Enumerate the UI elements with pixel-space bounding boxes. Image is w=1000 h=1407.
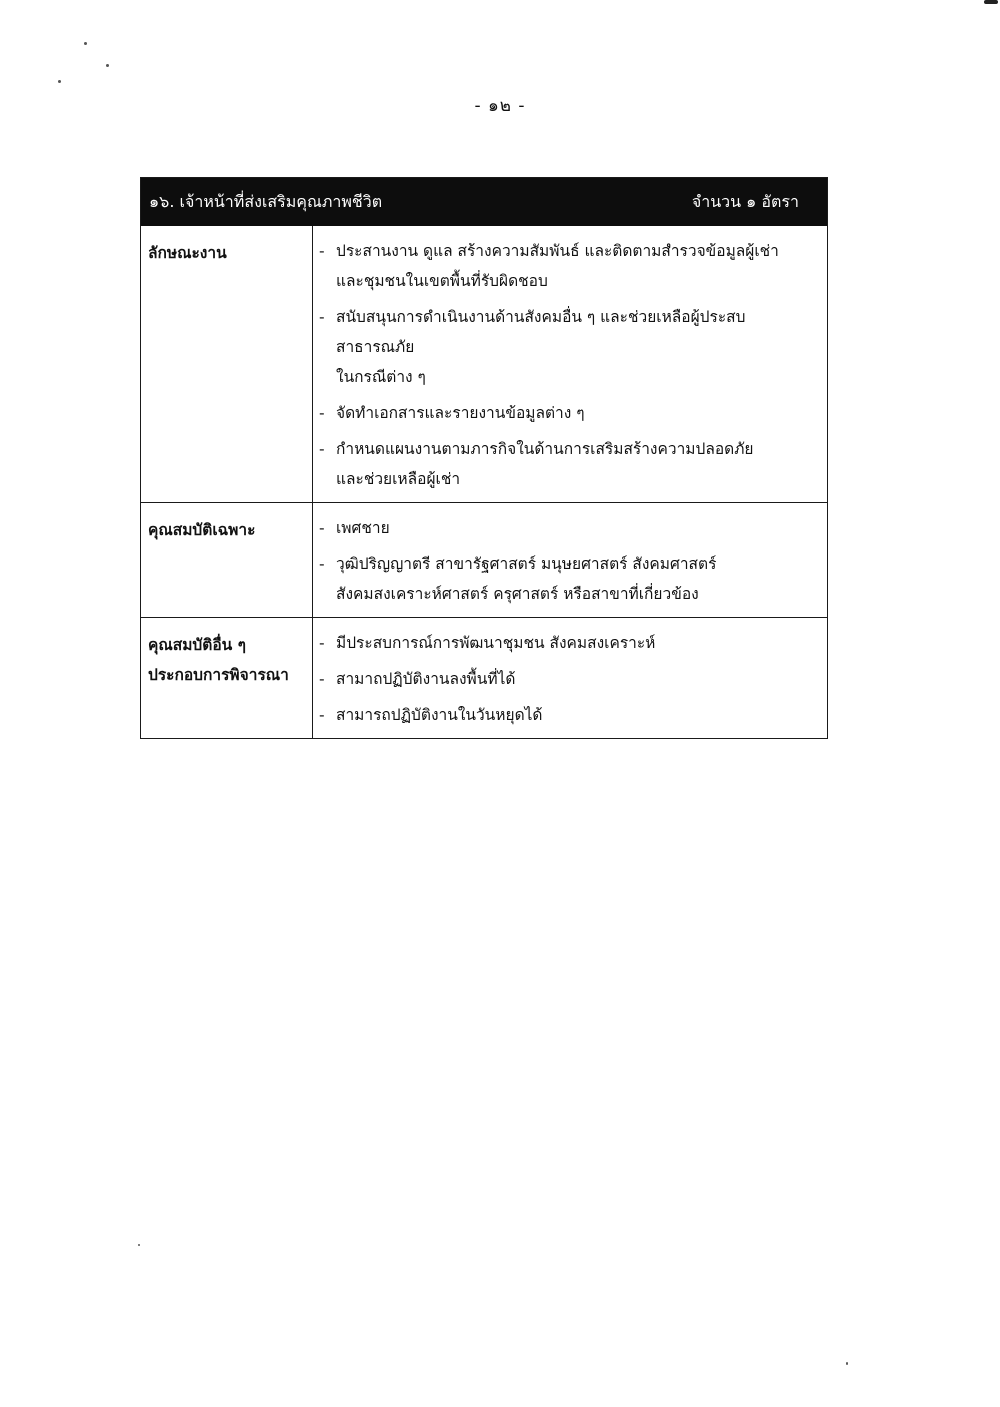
row-content bbox=[313, 226, 827, 502]
bullet-dash: - bbox=[319, 404, 325, 422]
item-line: เพศชาย bbox=[336, 519, 390, 537]
item-line: กำหนดแผนงานตามภารกิจในด้านการเสริมสร้างความปลอดภัย bbox=[336, 440, 754, 458]
list-item bbox=[319, 302, 817, 392]
bullet-dash: - bbox=[319, 440, 325, 458]
list-item bbox=[319, 513, 817, 543]
item-line: จัดทำเอกสารและรายงานข้อมูลต่าง ๆ bbox=[336, 404, 585, 422]
scan-speck bbox=[138, 1244, 140, 1246]
bullet-dash: - bbox=[319, 242, 325, 260]
list-item bbox=[319, 549, 817, 609]
bullet-dash: - bbox=[319, 555, 325, 573]
row-label-line: ลักษณะงาน bbox=[148, 244, 227, 262]
bullet-dash: - bbox=[319, 308, 325, 326]
job-table bbox=[140, 177, 828, 739]
item-line: สังคมสงเคราะห์ศาสตร์ ครุศาสตร์ หรือสาขาที่เกี่ยวข้อง bbox=[336, 585, 699, 603]
row-label bbox=[141, 503, 313, 617]
row-label-line: คุณสมบัติเฉพาะ bbox=[148, 521, 256, 539]
item-line: สามารถปฏิบัติงานในวันหยุดได้ bbox=[336, 706, 543, 724]
bullet-dash: - bbox=[319, 519, 325, 537]
item-line: วุฒิปริญญาตรี สาขารัฐศาสตร์ มนุษยศาสตร์ สังคมศาสตร์ bbox=[336, 555, 717, 573]
item-line: สามาถปฏิบัติงานลงพื้นที่ได้ bbox=[336, 670, 516, 688]
list-item bbox=[319, 236, 817, 296]
row-content bbox=[313, 618, 827, 738]
item-line: ในกรณีต่าง ๆ bbox=[336, 368, 426, 386]
scan-speck bbox=[106, 64, 109, 67]
row-job-description bbox=[141, 226, 827, 502]
bullet-dash: - bbox=[319, 706, 325, 724]
row-content bbox=[313, 503, 827, 617]
row-label bbox=[141, 618, 313, 738]
item-line: สนับสนุนการดำเนินงานด้านสังคมอื่น ๆ และช่วยเหลือผู้ประสบสาธารณภัย bbox=[336, 308, 746, 356]
list-item bbox=[319, 434, 817, 494]
row-label-line: ประกอบการพิจารณา bbox=[148, 666, 289, 684]
page-number: - ๑๒ - bbox=[474, 96, 526, 116]
list-item bbox=[319, 398, 817, 428]
scan-speck bbox=[984, 0, 998, 4]
row-specific-qualifications bbox=[141, 502, 827, 617]
row-label bbox=[141, 226, 313, 502]
scan-speck bbox=[58, 80, 61, 83]
bullet-dash: - bbox=[319, 634, 325, 652]
list-item bbox=[319, 700, 817, 730]
bullet-dash: - bbox=[319, 670, 325, 688]
job-title: ๑๖. เจ้าหน้าที่ส่งเสริมคุณภาพชีวิต bbox=[149, 191, 383, 211]
row-other-qualifications bbox=[141, 617, 827, 738]
item-line: และชุมชนในเขตพื้นที่รับผิดชอบ bbox=[336, 272, 548, 290]
list-item bbox=[319, 628, 817, 658]
item-line: มีประสบการณ์การพัฒนาชุมชน สังคมสงเคราะห์ bbox=[336, 634, 656, 652]
job-header bbox=[141, 178, 827, 226]
row-label-line: คุณสมบัติอื่น ๆ bbox=[148, 636, 246, 654]
scan-speck bbox=[84, 42, 87, 45]
scan-speck bbox=[846, 1362, 848, 1365]
item-line: ประสานงาน ดูแล สร้างความสัมพันธ์ และติดตามสำรวจข้อมูลผู้เช่า bbox=[336, 242, 779, 260]
list-item bbox=[319, 664, 817, 694]
job-quota: จำนวน ๑ อัตรา bbox=[691, 191, 799, 211]
item-line: และช่วยเหลือผู้เช่า bbox=[336, 470, 461, 488]
